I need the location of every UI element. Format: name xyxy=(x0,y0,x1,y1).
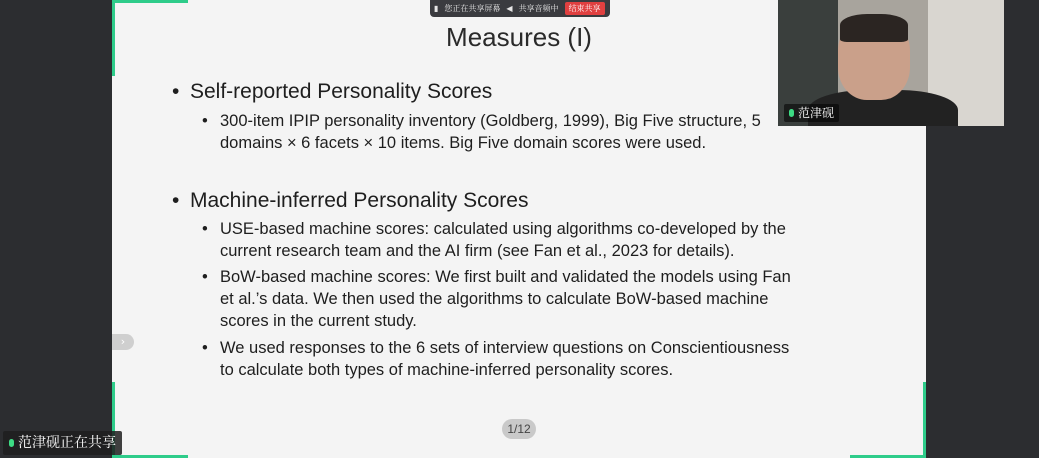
list-item-line: USE-based machine scores: calculated using algorithms co-developed by the xyxy=(220,220,786,238)
list-item xyxy=(202,110,820,154)
list-item xyxy=(202,218,870,262)
bullet-dot: • xyxy=(172,80,180,103)
list-item-line: scores in the current study. xyxy=(220,312,417,330)
bullet-dot: • xyxy=(202,339,208,357)
list-item xyxy=(202,337,880,381)
signal-icon: ▮ xyxy=(434,4,439,13)
share-frame-corner xyxy=(112,0,188,3)
section-heading-label: Machine-inferred Personality Scores xyxy=(190,189,529,212)
sharing-status: 您正在共享屏幕 xyxy=(444,4,501,13)
participant-video[interactable] xyxy=(778,0,1004,126)
bullet-dot: • xyxy=(202,268,208,286)
list-item-line: et al.’s data. We then used the algorithms to calculate BoW-based machine xyxy=(220,290,769,308)
participant-name-tag xyxy=(784,104,839,122)
list-item-line: domains × 6 facets × 10 items. Big Five domain scores were used. xyxy=(220,134,707,152)
presenter-sharing-badge xyxy=(3,431,122,455)
microphone-icon xyxy=(789,109,794,117)
share-frame-corner xyxy=(923,382,926,458)
list-item xyxy=(202,266,870,332)
bullet-dot: • xyxy=(202,112,208,130)
bullet-dot: • xyxy=(172,189,180,212)
page-indicator: 1/12 xyxy=(502,419,536,439)
list-item-line: 300-item IPIP personality inventory (Goldberg, 1999), Big Five structure, 5 xyxy=(220,112,761,130)
share-toolbar xyxy=(430,0,610,17)
chevron-right-icon[interactable]: › xyxy=(112,334,134,350)
list-item-line: We used responses to the 6 sets of interview questions on Conscientiousness xyxy=(220,339,790,357)
presenter-sharing-label: 范津砚正在共享 xyxy=(18,435,116,451)
section-heading xyxy=(172,80,493,104)
participant-hair xyxy=(840,14,908,42)
audio-share-toggle[interactable]: 共享音频中 xyxy=(518,4,559,13)
list-item-line: BoW-based machine scores: We first built and validated the models using Fan xyxy=(220,268,791,286)
list-item-line: current research team and the AI firm (see Fan et al., 2023 for details). xyxy=(220,242,735,260)
microphone-icon xyxy=(9,439,14,447)
section-heading-label: Self-reported Personality Scores xyxy=(190,80,493,103)
section-heading xyxy=(172,189,529,213)
speaker-icon: ◀ xyxy=(506,4,513,13)
participant-name: 范津砚 xyxy=(798,106,835,120)
slide-title: Measures (I) xyxy=(446,22,592,52)
bullet-dot: • xyxy=(202,220,208,238)
stop-share-button[interactable]: 结束共享 xyxy=(565,2,605,15)
list-item-line: to calculate both types of machine-inferred personality scores. xyxy=(220,361,674,379)
